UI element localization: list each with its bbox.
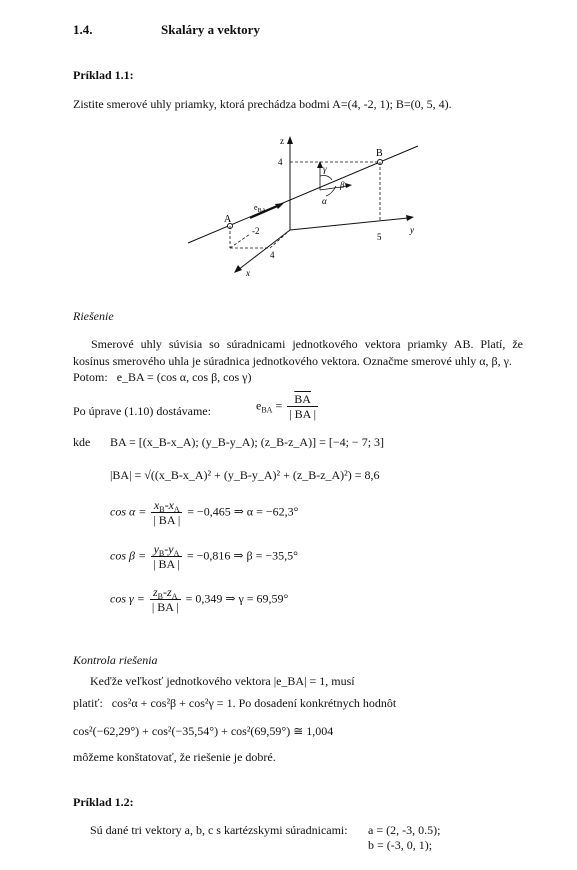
check-text-1: Keďže veľkosť jednotkového vektora |e_BA| = 1, musí [90, 674, 355, 688]
y-tick-5: 5 [377, 232, 382, 242]
kde-label: kde [73, 435, 91, 449]
vector-b: b = (-3, 0, 1); [368, 838, 433, 852]
example-1-task: Zistite smerové uhly priamky, ktorá prechádza bodmi A=(4, -2, 1); B=(0, 5, 4). [73, 97, 452, 111]
ba-magnitude-formula: |BA| = √((x_B-x_A)² + (y_B-y_A)² + (z_B-z_A)²) = 8,6 [110, 468, 380, 482]
cos-beta-line: cos β = $\frac{y_B-y_A}{| BA |}$ = −0,816 ⇒ β = −35,5° [110, 542, 298, 571]
x-tick-4: 4 [270, 250, 275, 260]
conclusion: môžeme konštatovať, že riešenie je dobré. [73, 750, 276, 764]
check-identity: cos²α + cos²β + cos²γ = 1 [111, 696, 233, 710]
check-suffix: . Po dosadení konkrétnych hodnôt [232, 696, 397, 710]
z-tick-4: 4 [278, 157, 283, 167]
point-b-label: B [376, 148, 383, 159]
example-2-heading: Príklad 1.2: [73, 795, 134, 809]
ba-vector-formula: BA = [(x_B-x_A); (y_B-y_A); (z_B-z_A)] = [−4; − 7; 3] [110, 435, 385, 449]
x-axis [238, 230, 290, 270]
cos-gamma-line: cos γ = $\frac{z_B-z_A}{| BA |}$ = 0,349 ⇒ γ = 69,59° [110, 585, 289, 614]
x-axis-arrow [234, 265, 242, 273]
cos-beta-result: = −0,816 ⇒ β = −35,5° [186, 548, 298, 563]
cos-gamma-result: = 0,349 ⇒ γ = 69,59° [185, 591, 289, 606]
direction-angles-figure [180, 130, 430, 280]
x-axis-label: x [246, 268, 250, 278]
e-ba-fraction: $e_{BA}$ = $\frac{\overline{BA}}{| BA |}$ [256, 392, 317, 421]
potom-label: Potom: [73, 370, 108, 384]
cos-alpha-line: cos α = $\frac{x_B-x_A}{| BA |}$ = −0,465 ⇒ α = −62,3° [110, 498, 299, 527]
z-axis-label: z [280, 136, 284, 146]
unit-vector-label: $e_{BA}$ [254, 203, 266, 214]
example-2-task: Sú dané tri vektory a, b, c s kartézskymi súradnicami: [90, 823, 348, 837]
y-axis-label: y [410, 225, 414, 235]
potom-line [73, 370, 251, 385]
beta-label: β [340, 180, 345, 190]
point-a-label: A [224, 214, 232, 225]
check-numeric: cos²(−62,29°) + cos²(−35,54°) + cos²(69,59°) ≅ 1,004 [73, 724, 334, 738]
alpha-label: α [322, 196, 327, 206]
y-tick-neg2: -2 [252, 226, 260, 236]
example-1-heading: Príklad 1.1: [73, 68, 134, 82]
check-line-2 [73, 696, 396, 711]
po-uprave-label: Po úprave (1.10) dostávame: [73, 404, 211, 418]
gamma-label: γ [323, 164, 327, 174]
y-axis [290, 218, 408, 230]
y-axis-arrow [406, 215, 414, 221]
section-number: 1.4. [73, 22, 93, 37]
vector-a: a = (2, -3, 0.5); [368, 823, 441, 837]
check-platit: platiť: [73, 696, 103, 710]
section-title: Skaláry a vektory [161, 22, 260, 37]
cos-alpha-result: = −0,465 ⇒ α = −62,3° [187, 504, 299, 519]
z-axis-arrow [287, 136, 293, 144]
solution-heading: Riešenie [73, 309, 114, 323]
solution-paragraph: Smerové uhly súvisia so súradnicami jednotkového vektora priamky AB. Platí, že kosínus smerového uhla je súradnica jednotkového vektora. Označme smerové uhly α, β, γ. [73, 337, 523, 368]
potom-formula: e_BA = (cos α, cos β, cos γ) [116, 370, 252, 384]
check-heading: Kontrola riešenia [73, 653, 158, 667]
